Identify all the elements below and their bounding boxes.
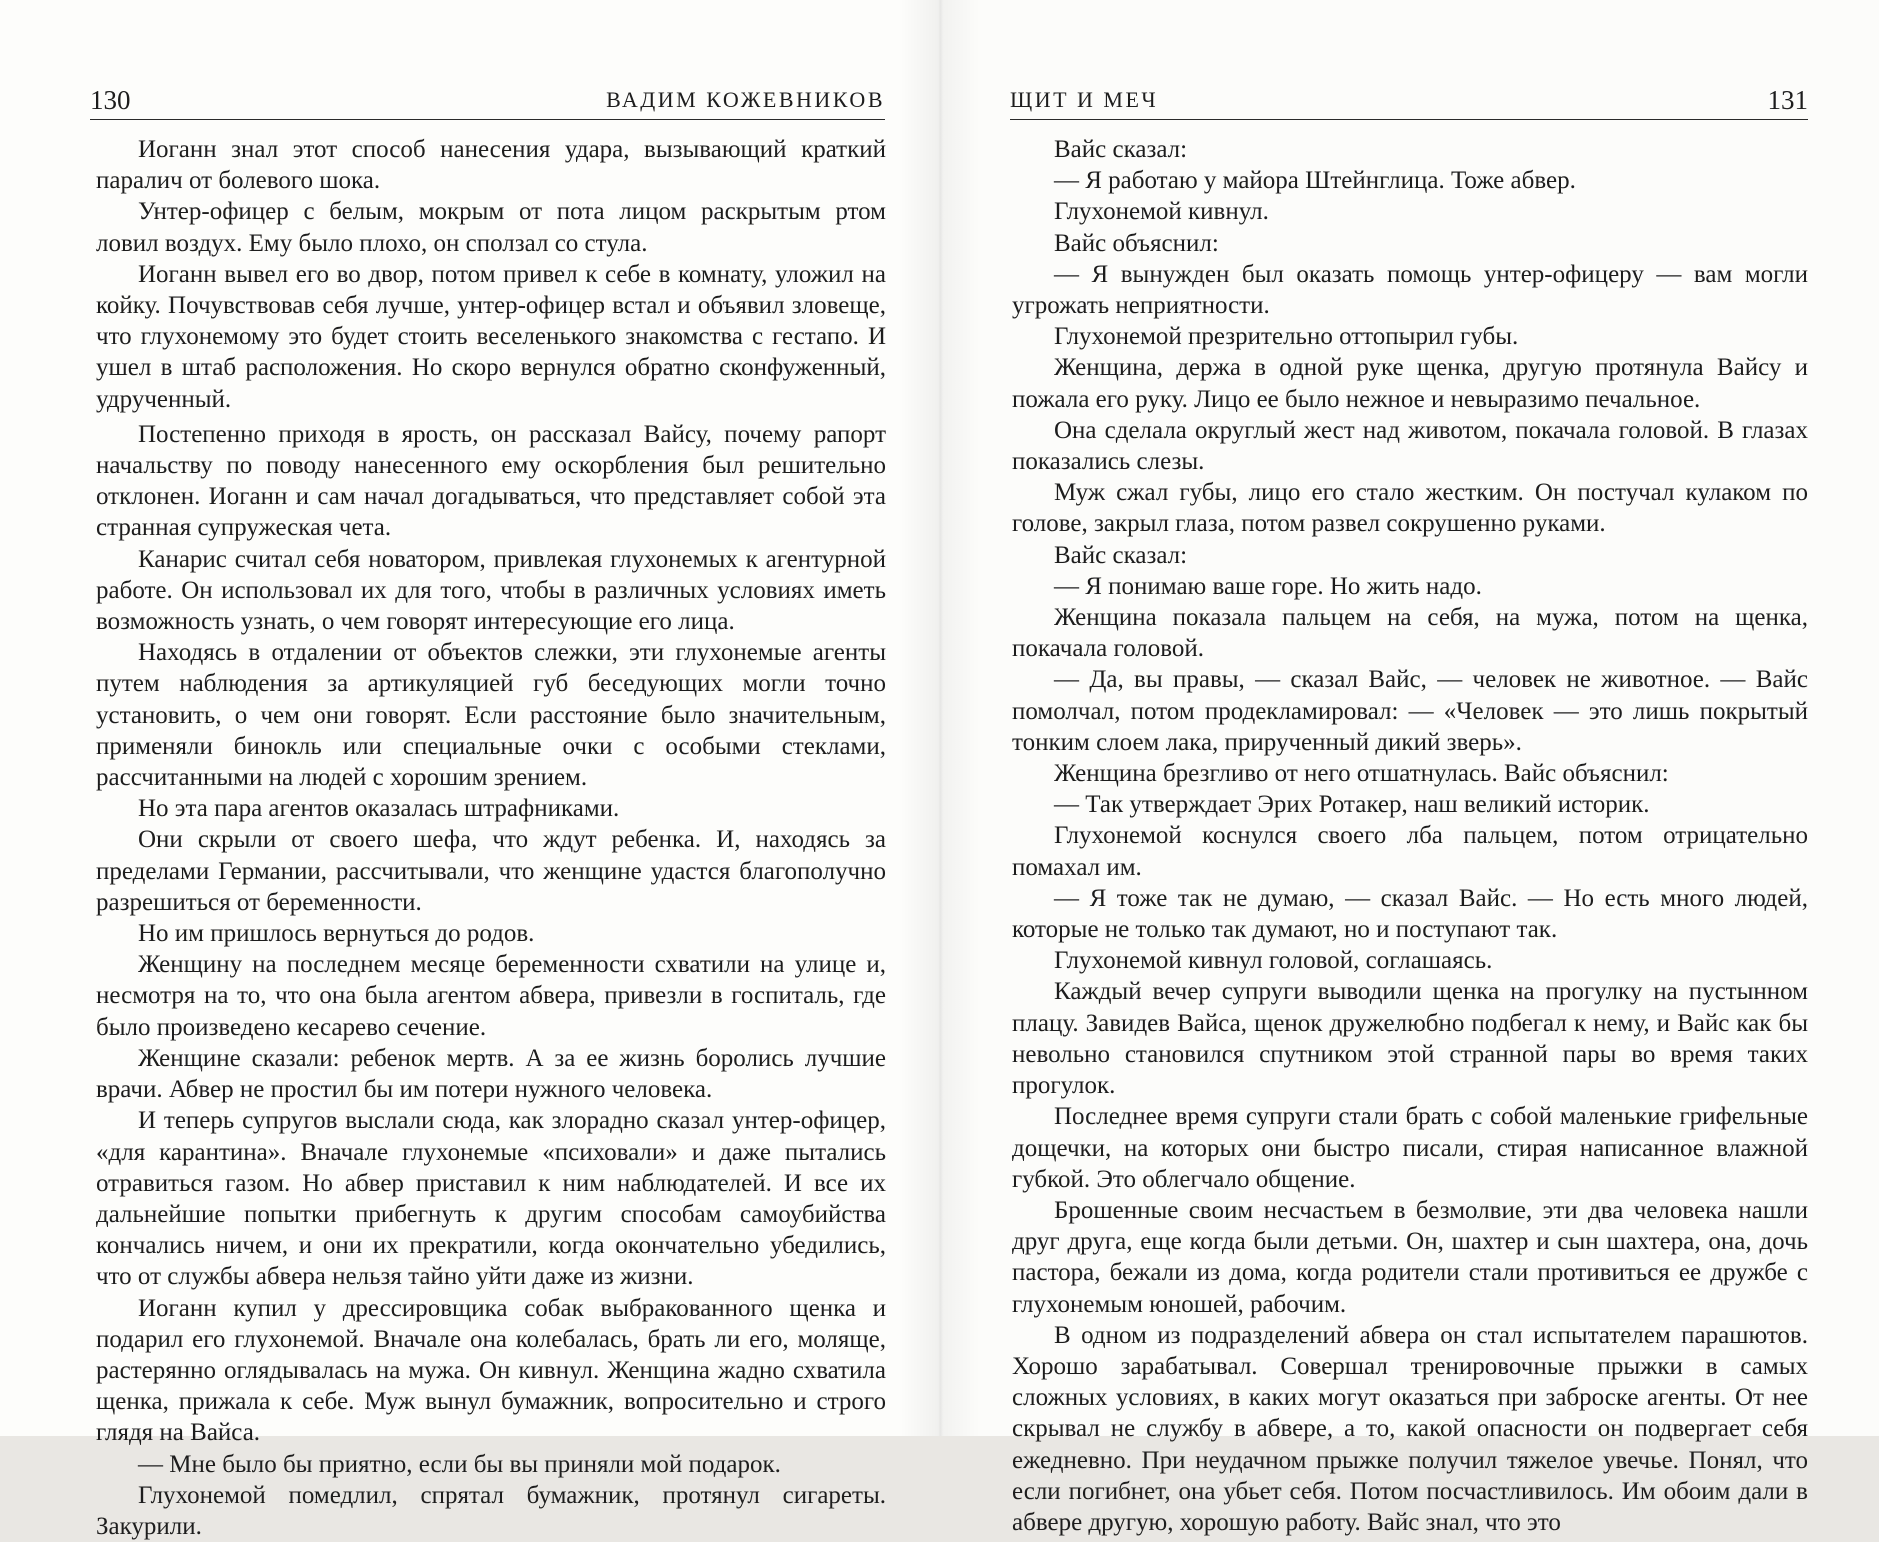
paragraph: Вайс сказал: [1054, 541, 1188, 569]
paragraph: И теперь супругов выслали сюда, как злорадно сказал унтер-офицер, «для карантина». Вначале глухонемые «психовали» и даже пытались отравиться газом. Но абвер приставил к ним наблюдателей. И все их дальнейшие попытки прибегнуть к другим способам самоубийства кончались ничем, и они их прекратили, когда окончательно убедились, что от службы абвера нельзя тайно уйти даже из жизни. [96, 1107, 886, 1291]
paragraph: — Так утверждает Эрих Ротакер, наш великий историк. [1054, 791, 1650, 819]
paragraph: Последнее время супруги стали брать с собой маленькие грифельные дощечки, на которых они быстро писали, стирая написанное влажной губкой. Это облегчало общение. [1012, 1103, 1808, 1193]
paragraph: Иоганн вывел его во двор, потом привел к себе в комнату, уложил на койку. Почувствовав себя лучше, унтер-офицер встал и объявил зловеще, что глухонемому это будет стоить веселенького знакомства с гестапо. И ушел в штаб расположения. Но скоро вернулся обратно сконфуженный, удрученный. [96, 260, 886, 413]
paragraph: Глухонемой кивнул головой, соглашаясь. [1054, 947, 1493, 975]
left-page [0, 0, 940, 1540]
paragraph: Иоганн купил у дрессировщика собак выбракованного щенка и подарил его глухонемой. Вначале она колебалась, брать ли его, моляще, растерянно оглядывалась на мужа. Он кивнул. Женщина жадно схватила щенка, прижала к себе. Муж вынул бумажник, вопросительно и строго глядя на Вайса. [96, 1294, 886, 1447]
running-head-title: ЩИТ И МЕЧ [1010, 87, 1159, 112]
paragraph: Глухонемой кивнул. [1054, 198, 1269, 226]
paragraph: Женщина брезгливо от него отшатнулась. Вайс объяснил: [1054, 760, 1669, 788]
paragraph: — Да, вы правы, — сказал Вайс, — человек не животное. — Вайс помолчал, потом продекламировал: — «Человек — это лишь покрытый тонким слоем лака, прирученный дикий зверь». [1012, 666, 1808, 756]
paragraph: Унтер-офицер с белым, мокрым от пота лицом раскрытым ртом ловил воздух. Ему было плохо, он сползал со стула. [96, 198, 886, 257]
paragraph: Женщина, держа в одной руке щенка, другую протянула Вайсу и пожала его руку. Лицо ее было нежное и невыразимо печальное. [1012, 354, 1808, 413]
right-page-text [1012, 134, 1808, 1538]
paragraph: Глухонемой помедлил, спрятал бумажник, протянул сигареты. Закурили. [96, 1481, 886, 1540]
paragraph: Женщину на последнем месяце беременности схватили на улице и, несмотря на то, что она была агентом абвера, привезли в госпиталь, где было произведено кесарево сечение. [96, 951, 886, 1041]
left-page-header [90, 72, 885, 120]
paragraph: Глухонемой коснулся своего лба пальцем, потом отрицательно помахал им. [1012, 822, 1808, 881]
paragraph: Вайс сказал: [1054, 136, 1188, 163]
paragraph: Но эта пара агентов оказалась штрафниками. [138, 795, 620, 823]
running-head-author: ВАДИМ КОЖЕВНИКОВ [606, 87, 885, 112]
paragraph: Женщина показала пальцем на себя, на мужа, потом на щенка, покачала головой. [1012, 604, 1808, 663]
paragraph: Находясь в отдалении от объектов слежки, эти глухонемые агенты путем наблюдения за артикуляцией губ беседующих могли точно установить, о чем они говорят. Если расстояние было значительным, применяли бинокль или специальные очки с особыми стеклами, рассчитанными на людей с хорошим зрением. [96, 639, 886, 792]
paragraph: В одном из подразделений абвера он стал испытателем парашютов. Хорошо зарабатывал. Совершал тренировочные прыжки в самых сложных условиях, в каких могут оказаться при заброске агенты. От нее скрывал не службу в абвере, а то, какой опасности он подвергает себя ежедневно. При неудачном прыжке получил тяжелое увечье. Понял, что если погибнет, она убьет себя. Потом посчастливилось. Им обоим дали в абвере другую, хорошую работу. Вайс знал, что это [1012, 1321, 1808, 1536]
paragraph: Постепенно приходя в ярость, он рассказал Вайсу, почему рапорт начальству по поводу нанесенного ему оскорбления был решительно отклонен. Иоганн и сам начал догадываться, что представляет собой эта странная супружеская чета. [96, 420, 886, 542]
paragraph: Каждый вечер супруги выводили щенка на прогулку на пустынном плацу. Завидев Вайса, щенок дружелюбно подбегал к нему, и Вайс как бы невольно становился спутником этой странной пары во время таких прогулок. [1012, 978, 1808, 1100]
paragraph: — Я работаю у майора Штейнглица. Тоже абвер. [1054, 167, 1576, 195]
paragraph: Глухонемой презрительно оттопырил губы. [1054, 323, 1519, 351]
paragraph: Она сделала округлый жест над животом, покачала головой. В глазах показались слезы. [1012, 416, 1808, 476]
paragraph: — Я тоже так не думаю, — сказал Вайс. — Но есть много людей, которые не только так думают, но и поступают так. [1012, 884, 1808, 944]
paragraph: Но им пришлось вернуться до родов. [138, 920, 535, 948]
paragraph: Вайс объяснил: [1054, 229, 1219, 257]
paragraph: Брошенные своим несчастьем в безмолвие, эти два человека нашли друг друга, еще когда были детьми. Он, шахтер и сын шахтера, она, дочь пастора, бежали из дома, когда родители стали противиться ее дружбе с глухонемым юношей, рабочим. [1012, 1196, 1808, 1318]
paragraph: Женщине сказали: ребенок мертв. А за ее жизнь боролись лучшие врачи. Абвер не простил бы им потери нужного человека. [96, 1044, 886, 1104]
page-number: 130 [90, 85, 131, 115]
page-number: 131 [1767, 85, 1808, 115]
paragraph: — Я понимаю ваше горе. Но жить надо. [1054, 572, 1482, 600]
paragraph: — Мне было бы приятно, если бы вы приняли мой подарок. [138, 1450, 781, 1478]
paragraph: Муж сжал губы, лицо его стало жестким. Он постучал кулаком по голове, закрыл глаза, потом развел сокрушенно руками. [1012, 479, 1808, 538]
paragraph: Канарис считал себя новатором, привлекая глухонемых к агентурной работе. Он использовал их для того, чтобы в различных условиях иметь возможность узнать, о чем говорят интересующие его лица. [96, 545, 886, 636]
right-page [940, 0, 1879, 1536]
paragraph: — Я вынужден был оказать помощь унтер-офицеру — вам могли угрожать неприятности. [1012, 260, 1808, 320]
left-page-text [96, 134, 886, 1542]
paragraph: Иоганн знал этот способ нанесения удара, вызывающий краткий паралич от болевого шока. [96, 136, 886, 195]
paragraph: Они скрыли от своего шефа, что ждут ребенка. И, находясь за пределами Германии, рассчитывали, что женщине удастся благополучно разрешиться от беременности. [96, 826, 886, 916]
right-page-header [1010, 72, 1808, 120]
